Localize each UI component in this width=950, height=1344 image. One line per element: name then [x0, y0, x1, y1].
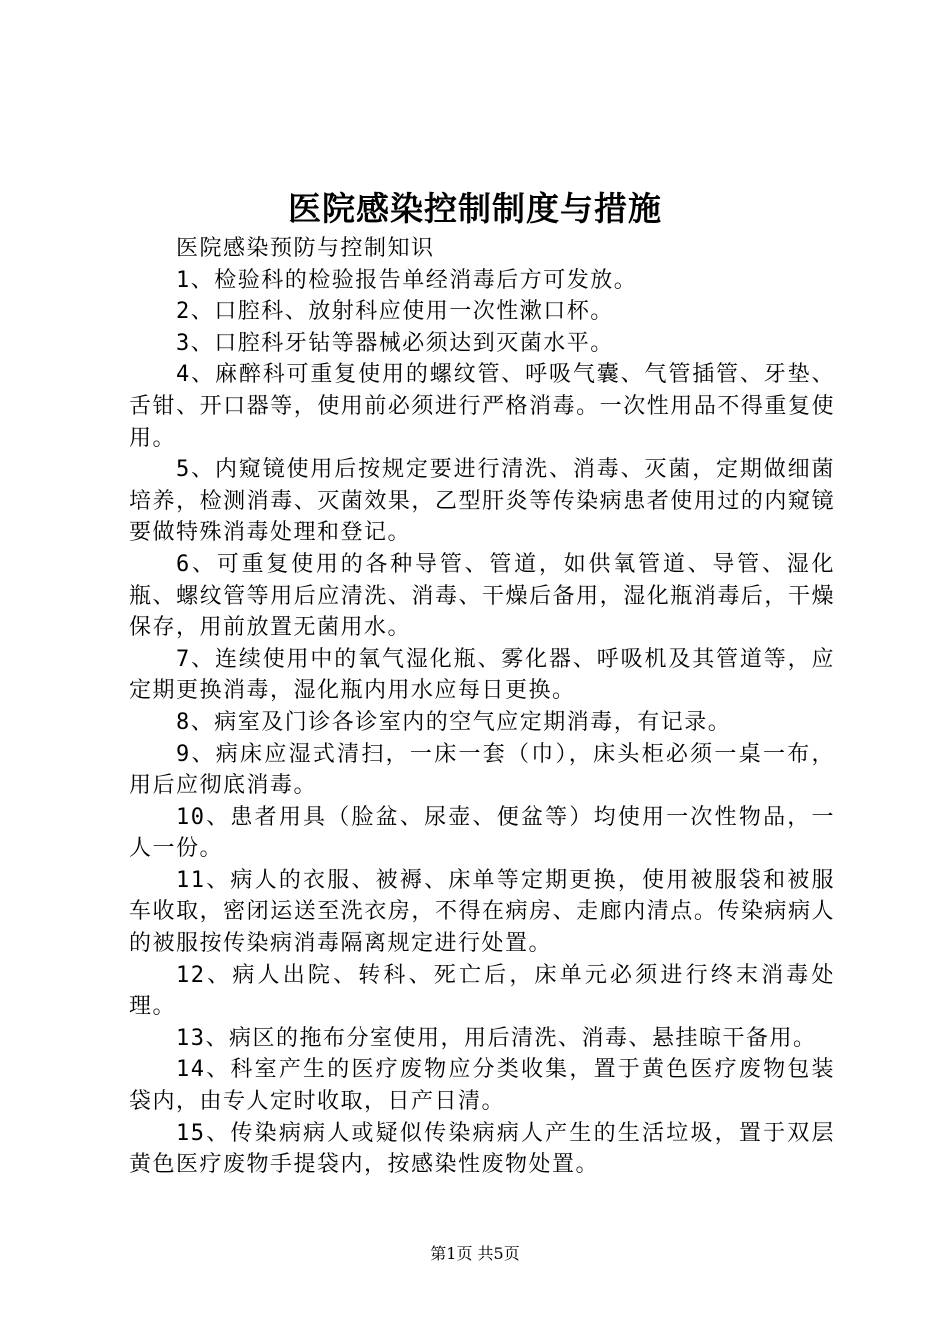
body-paragraph: 7、连续使用中的氧气湿化瓶、雾化器、呼吸机及其管道等，应定期更换消毒，湿化瓶内用水应每日更换。 — [129, 646, 835, 704]
body-paragraph: 6、可重复使用的各种导管、管道，如供氧管道、导管、湿化瓶、螺纹管等用后应清洗、消毒、干燥后备用，湿化瓶消毒后，干燥保存，用前放置无菌用水。 — [129, 551, 835, 641]
body-paragraph: 4、麻醉科可重复使用的螺纹管、呼吸气囊、气管插管、牙垫、舌钳、开口器等，使用前必须进行严格消毒。一次性用品不得重复使用。 — [129, 362, 835, 451]
document-body — [129, 233, 835, 1181]
document-title: 医院感染控制制度与措施 — [288, 189, 662, 228]
body-paragraph: 13、病区的拖布分室使用，用后清洗、消毒、悬挂晾干备用。 — [176, 1025, 817, 1051]
body-paragraph: 10、患者用具（脸盆、尿壶、便盆等）均使用一次性物品，一人一份。 — [129, 804, 835, 862]
body-paragraph: 11、病人的衣服、被褥、床单等定期更换，使用被服袋和被服车收取，密闭运送至洗衣房，不得在病房、走廊内清点。传染病病人的被服按传染病消毒隔离规定进行处置。 — [129, 867, 835, 957]
body-paragraph: 15、传染病病人或疑似传染病病人产生的生活垃圾，置于双层黄色医疗废物手提袋内，按感染性废物处置。 — [129, 1120, 835, 1178]
body-paragraph: 医院感染预防与控制知识 — [176, 236, 435, 261]
page-footer: 第1页 共5页 — [430, 1244, 520, 1263]
body-paragraph: 8、病室及门诊各诊室内的空气应定期消毒，有记录。 — [176, 709, 732, 735]
body-paragraph: 9、病床应湿式清扫，一床一套（巾），床头柜必须一桌一布，用后应彻底消毒。 — [129, 741, 835, 799]
body-paragraph: 1、检验科的检验报告单经消毒后方可发放。 — [176, 267, 638, 293]
body-paragraph: 3、口腔科牙钻等器械必须达到灭菌水平。 — [176, 330, 614, 356]
body-paragraph: 5、内窥镜使用后按规定要进行清洗、消毒、灭菌，定期做细菌培养，检测消毒、灭菌效果，乙型肝炎等传染病患者使用过的内窥镜要做特殊消毒处理和登记。 — [129, 457, 835, 546]
body-paragraph: 12、病人出院、转科、死亡后，床单元必须进行终末消毒处理。 — [129, 962, 835, 1020]
body-paragraph: 14、科室产生的医疗废物应分类收集，置于黄色医疗废物包装袋内，由专人定时收取，日产日清。 — [129, 1057, 835, 1115]
body-paragraph: 2、口腔科、放射科应使用一次性漱口杯。 — [176, 299, 614, 325]
